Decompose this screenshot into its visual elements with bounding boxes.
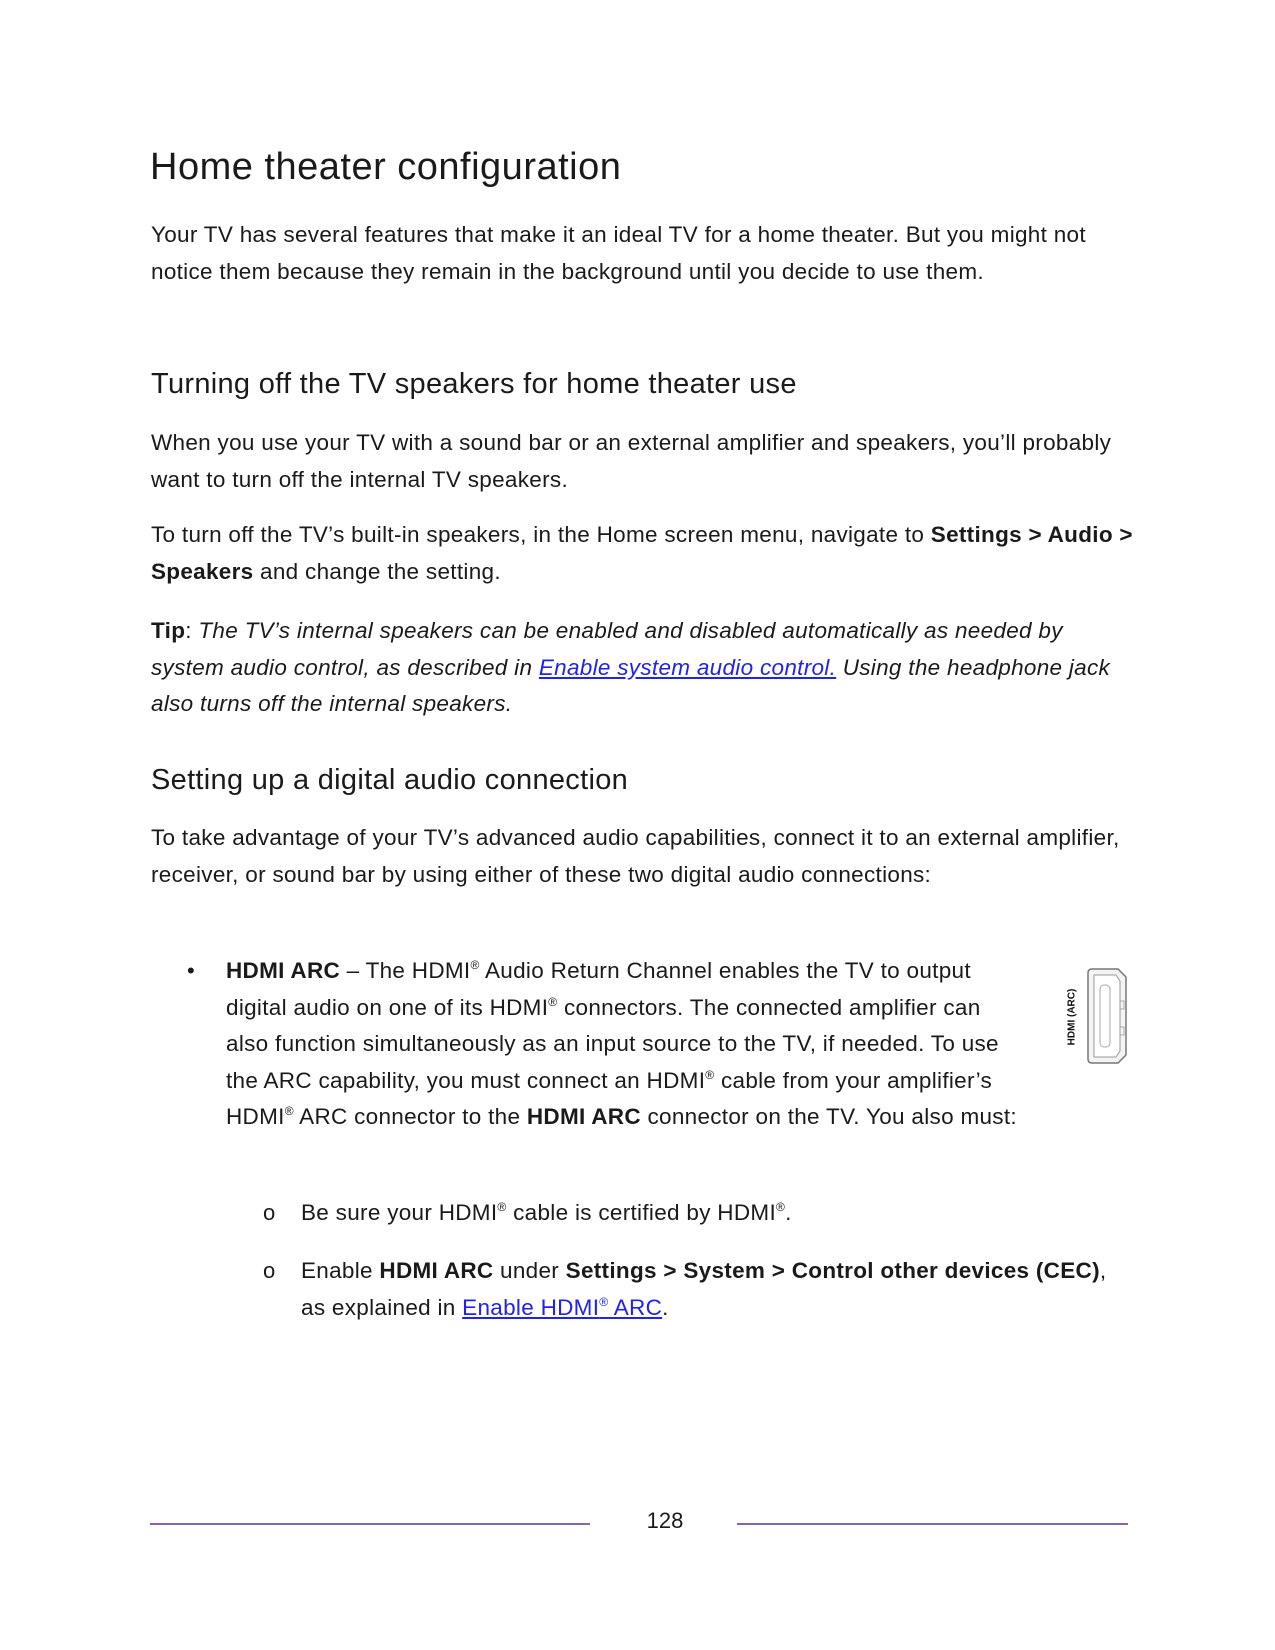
link-text: Enable HDMI xyxy=(462,1294,600,1320)
text: under xyxy=(493,1258,566,1283)
text: cable is certified by HDMI xyxy=(506,1200,776,1225)
settings-path: Settings > Audio > Speakers xyxy=(151,522,1133,584)
text: ARC connector to the xyxy=(293,1104,527,1129)
registered-mark: ® xyxy=(776,1200,786,1214)
digital-audio-paragraph: To take advantage of your TV’s advanced audio capabilities, connect it to an external amplifier, receiver, or sound bar by using either of these two digital audio connections: xyxy=(151,825,1120,887)
hdmi-port-icon xyxy=(1062,965,1132,1072)
hdmi-arc-bullet xyxy=(226,953,1106,1136)
hdmi-arc-label: HDMI ARC xyxy=(526,1104,641,1129)
text: Using the headphone jack also turns off the internal speakers. xyxy=(151,654,1111,716)
link-text: Enable system audio control. xyxy=(538,654,837,680)
text: connectors. The connected amplifier can also function simultaneously as an input source to the TV, if needed. To use the ARC capability, you must connect an HDMI xyxy=(226,994,999,1093)
footer-rule-left xyxy=(150,1523,590,1525)
enable-hdmi-arc-link[interactable] xyxy=(462,1295,662,1320)
link-text: ARC xyxy=(608,1294,663,1320)
footer-rule-right xyxy=(737,1523,1128,1525)
registered-mark: ® xyxy=(284,1104,294,1118)
tip-paragraph xyxy=(151,613,1141,723)
text: : xyxy=(185,618,199,643)
page-title: Home theater configuration xyxy=(150,146,622,188)
text: and change the setting. xyxy=(253,558,501,584)
hdmi-arc-icon-label: HDMI (ARC) xyxy=(1066,988,1078,1046)
text: Enable xyxy=(301,1258,380,1283)
tip-label: Tip xyxy=(151,618,186,643)
section-heading-speakers: Turning off the TV speakers for home theater use xyxy=(151,368,797,400)
registered-mark: ® xyxy=(548,994,558,1009)
text: , as explained in xyxy=(301,1258,1107,1320)
intro-paragraph: Your TV has several features that make it an ideal TV for a home theater. But you might not notice them because they remain in the background until you decide to use them. xyxy=(151,222,1086,284)
text: Be sure your HDMI xyxy=(301,1200,498,1225)
text: connector on the TV. You also must: xyxy=(640,1104,1017,1129)
registered-mark: ® xyxy=(497,1200,507,1214)
registered-mark: ® xyxy=(705,1067,715,1082)
sub-bullet-certified-cable xyxy=(301,1195,1111,1232)
text: – The HDMI xyxy=(340,958,471,983)
hdmi-arc-label: HDMI ARC xyxy=(226,958,341,983)
settings-path: Settings > System > Control other devices (CEC) xyxy=(565,1258,1100,1283)
registered-mark: ® xyxy=(599,1294,609,1309)
text: . xyxy=(785,1200,792,1225)
text: Audio Return Channel enables the TV to output digital audio on one of its HDMI xyxy=(226,958,971,1020)
section-heading-digital-audio: Setting up a digital audio connection xyxy=(151,764,629,796)
sub-bullet-enable-arc xyxy=(301,1253,1111,1326)
sub-bullet-marker: o xyxy=(263,1200,276,1225)
page-number: 128 xyxy=(646,1508,684,1533)
speakers-paragraph: When you use your TV with a sound bar or an external amplifier and speakers, you’ll probably want to turn off the internal TV speakers. xyxy=(151,430,1112,492)
text: . xyxy=(662,1294,669,1320)
speakers-instructions xyxy=(151,517,1141,590)
text: To turn off the TV’s built-in speakers, in the Home screen menu, navigate to xyxy=(151,522,931,547)
registered-mark: ® xyxy=(470,958,480,972)
hdmi-arc-label: HDMI ARC xyxy=(379,1258,494,1283)
enable-system-audio-control-link[interactable] xyxy=(539,655,836,680)
text: cable from your amplifier’s HDMI xyxy=(226,1067,993,1129)
text: The TV’s internal speakers can be enabled and disabled automatically as needed by system audio control, as described in xyxy=(151,618,1063,680)
sub-bullet-marker: o xyxy=(263,1258,276,1283)
bullet-marker: • xyxy=(187,958,195,983)
